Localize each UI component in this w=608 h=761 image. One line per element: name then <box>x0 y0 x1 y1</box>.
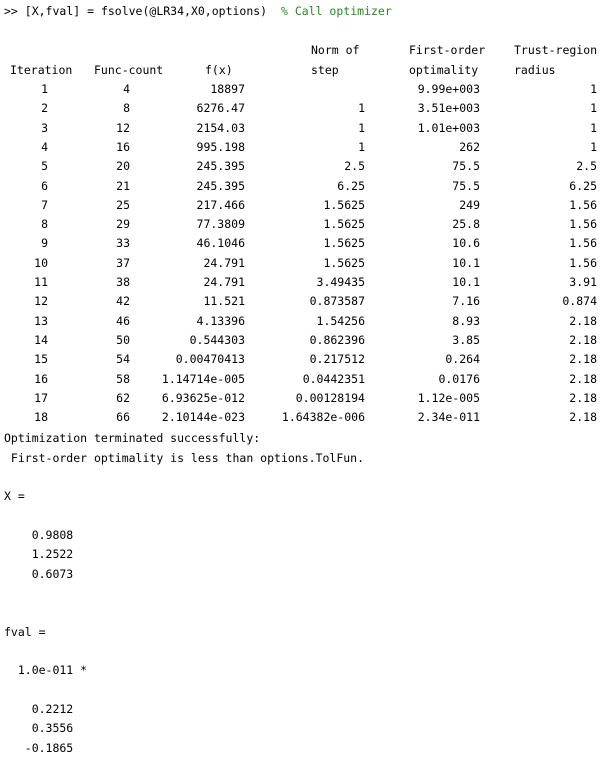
cell-optimality: 249 <box>459 198 480 212</box>
cell-iteration: 12 <box>34 294 48 308</box>
cell-iteration: 10 <box>34 256 48 270</box>
hdr-top-trust-region: Trust-region <box>514 43 598 57</box>
cell-func-count: 62 <box>116 391 130 405</box>
cell-radius: 2.18 <box>569 410 597 424</box>
cell-optimality: 1.01e+003 <box>417 121 480 135</box>
cell-step: 0.00128194 <box>295 391 365 405</box>
command-code: [X,fval] = fsolve(@LR34,X0,options) <box>24 4 281 18</box>
cell-func-count: 58 <box>116 372 130 386</box>
cell-radius: 1.56 <box>569 198 597 212</box>
cell-fx: 11.521 <box>203 294 245 308</box>
cell-radius: 2.5 <box>576 159 597 173</box>
cell-fx: 1.14714e-005 <box>161 372 245 386</box>
cell-iteration: 16 <box>34 372 48 386</box>
cell-iteration: 2 <box>41 101 48 115</box>
cell-fx: 995.198 <box>196 140 245 154</box>
cell-step: 1.54256 <box>316 314 365 328</box>
cell-iteration: 5 <box>41 159 48 173</box>
cell-func-count: 25 <box>116 198 130 212</box>
cell-optimality: 25.8 <box>452 217 480 231</box>
cell-fx: 18897 <box>210 82 245 96</box>
cell-radius: 2.18 <box>569 391 597 405</box>
fval-value: 0.2212 <box>4 702 74 716</box>
cell-optimality: 7.16 <box>452 294 480 308</box>
cell-iteration: 1 <box>41 82 48 96</box>
cell-iteration: 3 <box>41 121 48 135</box>
cell-fx: 217.466 <box>196 198 245 212</box>
x-value: 1.2522 <box>4 547 74 561</box>
termination-reason: First-order optimality is less than options.TolFun. <box>4 451 365 465</box>
cell-fx: 6276.47 <box>196 101 245 115</box>
cell-fx: 2.10144e-023 <box>161 410 245 424</box>
cell-iteration: 11 <box>34 275 48 289</box>
cell-func-count: 42 <box>116 294 130 308</box>
cell-optimality: 10.6 <box>452 236 480 250</box>
cell-step: 1 <box>358 140 365 154</box>
cell-radius: 3.91 <box>569 275 597 289</box>
cell-func-count: 50 <box>116 333 130 347</box>
cell-optimality: 8.93 <box>452 314 480 328</box>
cell-radius: 1 <box>590 121 597 135</box>
cell-func-count: 33 <box>116 236 130 250</box>
termination-message: Optimization terminated successfully: <box>4 431 261 445</box>
cell-radius: 1 <box>590 140 597 154</box>
command-comment: % Call optimizer <box>280 4 392 18</box>
cell-iteration: 9 <box>41 236 48 250</box>
x-value: 0.9808 <box>4 528 74 542</box>
cell-optimality: 2.34e-011 <box>417 410 480 424</box>
cell-fx: 46.1046 <box>196 236 245 250</box>
cell-step: 2.5 <box>344 159 365 173</box>
cell-optimality: 3.51e+003 <box>417 101 480 115</box>
cell-optimality: 75.5 <box>452 159 480 173</box>
cell-step: 0.873587 <box>309 294 365 308</box>
command-line <box>4 2 392 21</box>
fval-label: fval = <box>4 625 46 639</box>
cell-func-count: 16 <box>116 140 130 154</box>
hdr-radius: radius <box>514 63 556 77</box>
cell-fx: 6.93625e-012 <box>161 391 245 405</box>
cell-fx: 77.3809 <box>196 217 245 231</box>
cell-step: 1.5625 <box>323 217 365 231</box>
cell-func-count: 21 <box>116 179 130 193</box>
cell-optimality: 10.1 <box>452 275 480 289</box>
cell-radius: 2.18 <box>569 314 597 328</box>
cell-iteration: 6 <box>41 179 48 193</box>
cell-step: 1.5625 <box>323 256 365 270</box>
cell-iteration: 8 <box>41 217 48 231</box>
cell-func-count: 20 <box>116 159 130 173</box>
cell-fx: 245.395 <box>196 159 245 173</box>
hdr-step: step <box>311 63 339 77</box>
cell-iteration: 18 <box>34 410 48 424</box>
hdr-top-norm: Norm of <box>311 43 360 57</box>
cell-fx: 0.00470413 <box>175 352 245 366</box>
cell-step: 1 <box>358 121 365 135</box>
cell-step: 6.25 <box>337 179 365 193</box>
cell-step: 1.5625 <box>323 236 365 250</box>
cell-optimality: 75.5 <box>452 179 480 193</box>
cell-func-count: 29 <box>116 217 130 231</box>
hdr-fx: f(x) <box>205 63 233 77</box>
cell-step: 3.49435 <box>316 275 365 289</box>
fval-value: 0.3556 <box>4 721 74 735</box>
x-value: 0.6073 <box>4 567 74 581</box>
cell-radius: 1.56 <box>569 256 597 270</box>
cell-optimality: 262 <box>459 140 480 154</box>
cell-step: 0.217512 <box>309 352 365 366</box>
cell-func-count: 4 <box>123 82 130 96</box>
prompt-text: >> <box>4 4 25 18</box>
cell-func-count: 37 <box>116 256 130 270</box>
cell-func-count: 54 <box>116 352 130 366</box>
hdr-optimality: optimality <box>409 63 479 77</box>
cell-fx: 2154.03 <box>196 121 245 135</box>
cell-func-count: 8 <box>123 101 130 115</box>
cell-optimality: 3.85 <box>452 333 480 347</box>
cell-optimality: 1.12e-005 <box>417 391 480 405</box>
fval-value: -0.1865 <box>4 741 74 755</box>
cell-radius: 6.25 <box>569 179 597 193</box>
cell-fx: 245.395 <box>196 179 245 193</box>
cell-step: 1.5625 <box>323 198 365 212</box>
cell-fx: 0.544303 <box>189 333 245 347</box>
cell-optimality: 0.0176 <box>438 372 480 386</box>
cell-radius: 1 <box>590 101 597 115</box>
cell-iteration: 14 <box>34 333 48 347</box>
cell-radius: 1 <box>590 82 597 96</box>
hdr-func-count: Func-count <box>94 63 164 77</box>
hdr-iteration: Iteration <box>10 63 73 77</box>
cell-optimality: 0.264 <box>445 352 480 366</box>
cell-func-count: 66 <box>116 410 130 424</box>
cell-step: 0.0442351 <box>302 372 365 386</box>
hdr-top-first-order: First-order <box>409 43 486 57</box>
cell-optimality: 9.99e+003 <box>417 82 480 96</box>
cell-iteration: 15 <box>34 352 48 366</box>
cell-iteration: 7 <box>41 198 48 212</box>
cell-func-count: 46 <box>116 314 130 328</box>
cell-func-count: 38 <box>116 275 130 289</box>
cell-radius: 2.18 <box>569 372 597 386</box>
cell-step: 1.64382e-006 <box>281 410 365 424</box>
cell-radius: 1.56 <box>569 236 597 250</box>
cell-step: 1 <box>358 101 365 115</box>
cell-iteration: 17 <box>34 391 48 405</box>
cell-radius: 0.874 <box>562 294 597 308</box>
cell-iteration: 4 <box>41 140 48 154</box>
cell-iteration: 13 <box>34 314 48 328</box>
cell-radius: 2.18 <box>569 352 597 366</box>
x-label: X = <box>4 489 25 503</box>
cell-fx: 4.13396 <box>196 314 245 328</box>
cell-radius: 1.56 <box>569 217 597 231</box>
fval-scale: 1.0e-011 * <box>4 663 88 677</box>
cell-step: 0.862396 <box>309 333 365 347</box>
cell-fx: 24.791 <box>203 275 245 289</box>
cell-optimality: 10.1 <box>452 256 480 270</box>
cell-radius: 2.18 <box>569 333 597 347</box>
cell-fx: 24.791 <box>203 256 245 270</box>
cell-func-count: 12 <box>116 121 130 135</box>
